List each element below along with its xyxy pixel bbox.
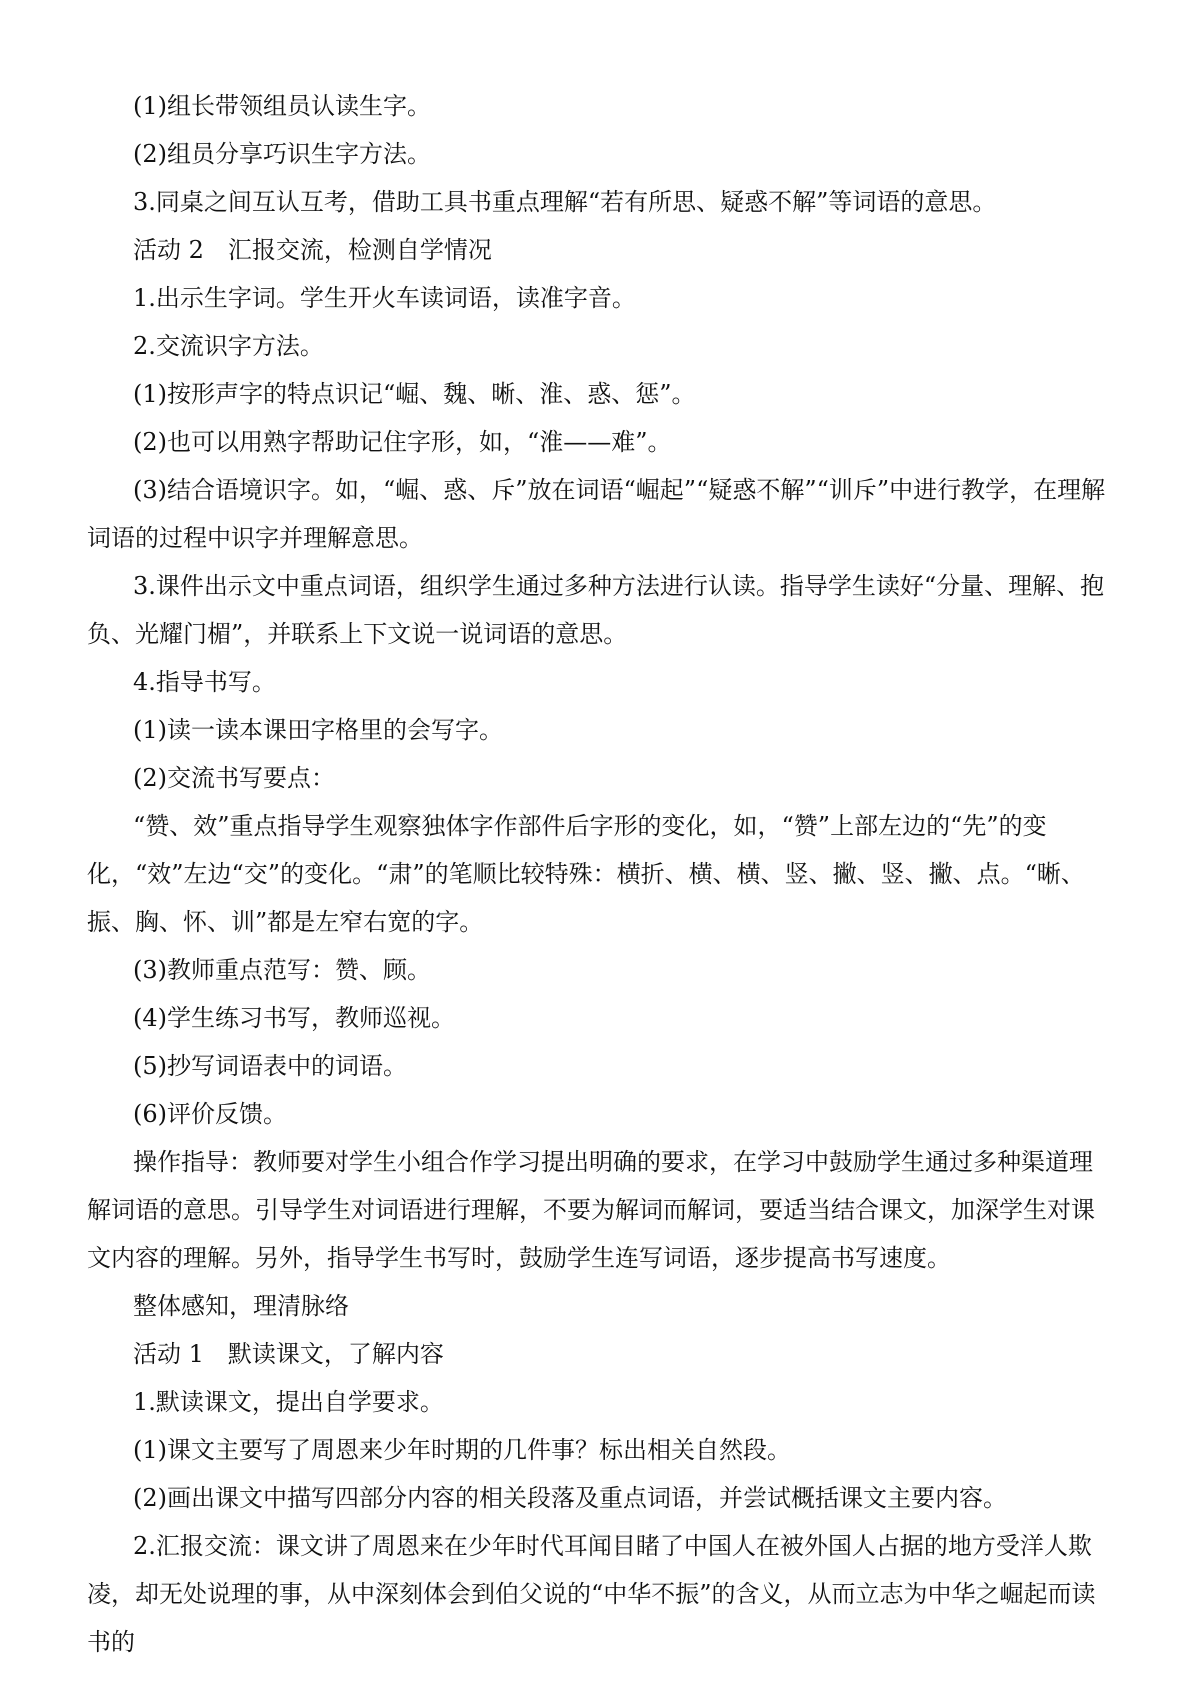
paragraph-10: 3.课件出示文中重点词语，组织学生通过多种方法进行认读。指导学生读好“分量、理解、抱负、光耀门楣”，并联系上下文说一说词语的意思。 [87, 572, 1105, 648]
paragraph-7: (1)按形声字的特点识记“崛、魏、晰、淮、惑、惩”。 [133, 380, 696, 408]
paragraph-6: 2.交流识字方法。 [133, 332, 324, 360]
paragraph-12: (1)读一读本课田字格里的会写字。 [133, 716, 503, 744]
paragraph-14: “赞、效”重点指导学生观察独体字作部件后字形的变化，如，“赞”上部左边的“先”的变化，“效”左边“交”的变化。“肃”的笔顺比较特殊：横折、横、横、竖、撇、竖、撇、点。“晰、振、胸、怀、训”都是左窄右宽的字。 [87, 812, 1085, 936]
activity-2-heading: 活动 2 汇报交流，检测自学情况 [133, 236, 492, 264]
paragraph-15: (3)教师重点范写：赞、顾。 [133, 956, 431, 984]
operation-guidance: 操作指导：教师要对学生小组合作学习提出明确的要求，在学习中鼓励学生通过多种渠道理解词语的意思。引导学生对词语进行理解，不要为解词而解词，要适当结合课文，加深学生对课文内容的理解。另外，指导学生书写时，鼓励学生连写词语，逐步提高书写速度。 [87, 1148, 1095, 1272]
paragraph-1: (1)组长带领组员认读生字。 [133, 92, 431, 120]
paragraph-16: (4)学生练习书写，教师巡视。 [133, 1004, 455, 1032]
section-heading: 整体感知，理清脉络 [133, 1292, 349, 1320]
paragraph-8: (2)也可以用熟字帮助记住字形，如，“淮——难”。 [133, 428, 672, 456]
paragraph-17: (5)抄写词语表中的词语。 [133, 1052, 407, 1080]
paragraph-5: 1.出示生字词。学生开火车读词语，读准字音。 [133, 284, 636, 312]
document-body [87, 82, 1107, 1666]
paragraph-2: (2)组员分享巧识生字方法。 [133, 140, 431, 168]
paragraph-24: (2)画出课文中描写四部分内容的相关段落及重点词语，并尝试概括课文主要内容。 [133, 1484, 1007, 1512]
paragraph-23: (1)课文主要写了周恩来少年时期的几件事？标出相关自然段。 [133, 1436, 791, 1464]
paragraph-9: (3)结合语境识字。如，“崛、惑、斥”放在词语“崛起”“疑惑不解”“训斥”中进行教学，在理解词语的过程中识字并理解意思。 [87, 476, 1106, 552]
paragraph-18: (6)评价反馈。 [133, 1100, 287, 1128]
paragraph-3: 3.同桌之间互认互考，借助工具书重点理解“若有所思、疑惑不解”等词语的意思。 [133, 188, 997, 216]
paragraph-11: 4.指导书写。 [133, 668, 276, 696]
paragraph-25: 2.汇报交流：课文讲了周恩来在少年时代耳闻目睹了中国人在被外国人占据的地方受洋人欺凌，却无处说理的事，从中深刻体会到伯父说的“中华不振”的含义，从而立志为中华之崛起而读书的 [87, 1532, 1096, 1656]
paragraph-13: (2)交流书写要点： [133, 764, 335, 792]
activity-1-heading: 活动 1 默读课文，了解内容 [133, 1340, 444, 1368]
paragraph-22: 1.默读课文，提出自学要求。 [133, 1388, 444, 1416]
